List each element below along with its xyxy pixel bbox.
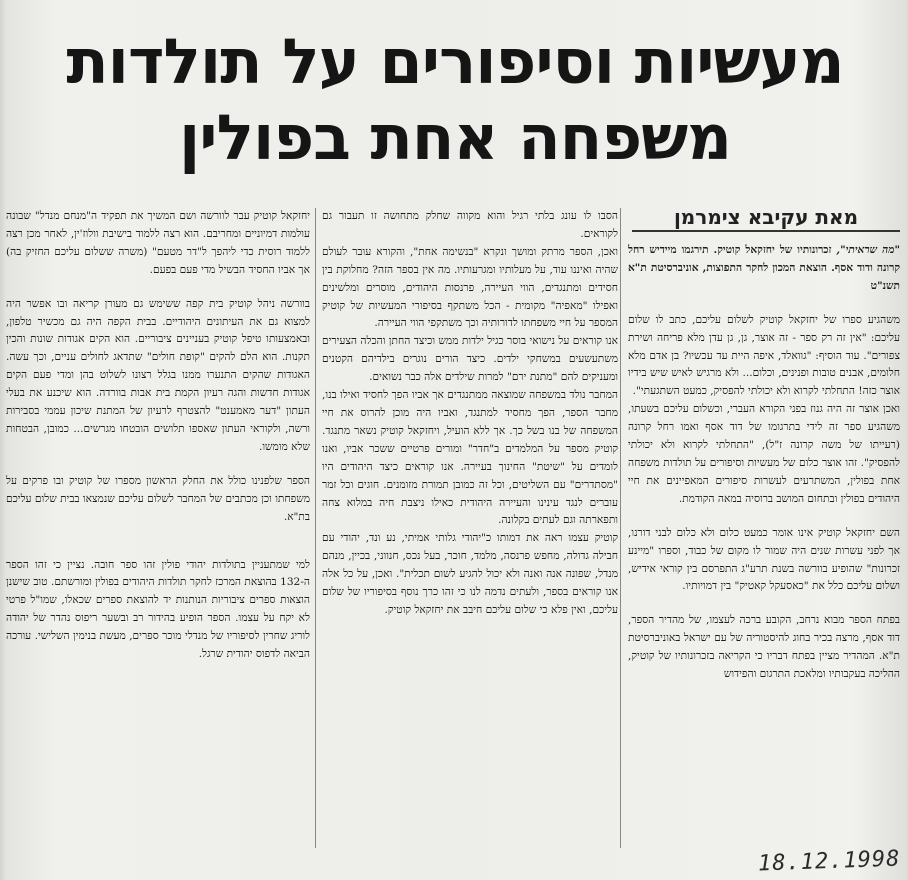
handwritten-date: 18.12.1998	[757, 846, 901, 877]
paragraph: ואכן אוצר זה היה גנוז בפני הקורא העברי, וכשלום עליכם בשעתו, משהגיע ספר זה לידי בתרגומו של דוד אסף ואמו רחל קרונה (רעייתו של משה קרונה ז"ל), "התחלתי לקרוא ולא יכולתי להפסיק". זהו אוצר כלום של מעשיות וסיפורים על תולדות משפחה אחת בפולין, המשתרעים לעשרות סיפורים המאפיינים את חיי היהודים בפולין ובתחום המושב ברוסיה במאה הקודמת.	[628, 403, 900, 505]
paragraph: בוורשה ניהל קוטיק בית קפה ששימש גם מעורן קריאה ובו אפשר היה למצוא גם את העיתונים היהודיים. בבית הקפה היה גם מכשיר טלפון, ובאמצעותו טיפל קוטיק בעניינים ציבוריים. הוא הקים אגודות שונות והכין תקנות. הוא הלם להקים "קופת חולים" שתדאג לחולים עניים, וכך עשה. האגודות שהקים התנערו ממנו בגלל רצונו לשלוט בהן ומדי פעם הקים אגודות חדשות והגה רעיון הקמת בית אבות בוורדה. הוא שיכנע את בעלי העתון "דער מאמענט" להצטרף לרעיון של המתנת שיכון עממי בסבירות ורשה, ולקוראי העתון שאספו תלושים הובטחו מגרשים... כמובן, הבטחות שלא מומשו.	[6, 297, 310, 453]
column-divider	[315, 208, 316, 848]
paragraph	[628, 242, 900, 296]
book-details: זכרונותיו של יחזקאל קוטיק. תירגמו מיידיש רחל קרונה ודוד אסף. הוצאת המכון לחקר התפוצות, אוניברסיטת ת"א תשנ"ט	[628, 244, 900, 292]
byline: מאת עקיבא צימרמן	[632, 204, 900, 232]
paragraph: הספר שלפנינו כולל את החלק הראשון מספרו של קוטיק ובו פרקים על משפחתו וכן מכתבים של המחבר לשלום עליכם שנמצאו בבית שלום עליכם בת"א.	[6, 474, 310, 523]
paragraph: יחזקאל קוטיק עבר לוורשה ושם המשיך את תפקיד ה"מנחם מנדל" שבונה עולמות דמיוניים ומחריבם. הוא רצה ללמוד בישיבת וולוז'ין, לאחר מכן רצה ללמוד רוסית כדי ליהפך ל"דר מטעם" (משרה ששלום עליכם החזיק בה) אך אביו החסיד הבשיל מדי פעם בפעם.	[6, 210, 310, 276]
headline-line-2: משפחה אחת בפולין	[178, 101, 732, 174]
paragraph: אנו קוראים על נישואי בוסר כגיל ילדות ממש וכיצד החתן והכלה הצעירים משתעשעים במשחקי ילדים. כיצד הורים נוגרים בילדיהם הקטנים ומעניקים להם "מתנת ירם" למרות שילדים אלה כבר נשואים.	[322, 335, 618, 384]
column-divider	[620, 208, 621, 848]
article-column-middle	[322, 208, 618, 848]
paragraph: קוטיק עצמו ראה את דמותו כ"יהודי גלותי אמיתי, נע ונד, יהודי עם חבילה גדולה, מחפש פרנסה, מלמד, חוכר, בעל נכס, חנווני, בכיין, מנהם מנדל, שפונה אנה ואנה ולא יכול להגיע לשום תכלית". ואכן, על כל אלה אנו קוראים בספר, ולעתים נדמה לנו כי זהו כרך נוסף בסיפוריו של שלום עליכם, ואין פלא כי שלום עליכם חיבב את יחזקאל קוטיק.	[322, 532, 618, 616]
article-column-right	[628, 242, 900, 842]
paragraph: הסבו לו עונג בלתי רגיל והוא מקווה שחלק מתחושה זו תעבור גם לקוראים.	[322, 210, 618, 240]
paragraph: בפתח הספר מבוא נרחב, הקובע ברכה לעצמו, של מהדיר הספר, דוד אסף, מרצה בכיר בחוג להיסטוריה של עם ישראל באוניברסיטת ת"א. המהדיר מציין בפתח דבריו כי הקריאה בזכרונותיו של קוטיק, ההליכה בעקבותיו ומלאכת התרגום והפידוש	[628, 614, 900, 681]
paragraph: משהגיע ספרו של יחזקאל קוטיק לשלום עליכם, כתב לו שלום עליכם: "אין זה רק ספר - זה אוצר, גן, גן עדן מלא פריחה ושירת צפורים". עוד הוסיף: "גוואלד, איפה היית עד עכשיו? בן אדם מלא חלומים, אבנים טובות ופנינים, וכלום... ולא מרגיש לאיש שיש בידיו אוצר כזה! התחלתי לקרוא ולא יכולתי להפסיק, כמעט השתגעתי".	[628, 313, 900, 398]
paragraph: השם יחזקאל קוטיק אינו אומר כמעט כלום ולא כלום לבני דורנו, אך לפני עשרות שנים היה שמור לו מקום של כבוד, וספרו "מיינע זכרונות" שהופיע בוורשה בשנת תרע"ג התפרסם בין קוראי אידיש, ושלום עליכם כלל את "כאסעקל קאטיק" בין דמויותיו.	[628, 526, 900, 593]
headline-line-1: מעשיות וסיפורים על תולדות	[66, 25, 844, 98]
book-title: "מה שראיתי",	[836, 244, 900, 256]
paragraph: ואכן, הספר מרתק ומושך ונקרא "בנשימה אחת", והקורא עובר לעולם שהיה ואיננו עוד, על מעלותיו ומגרעותיו. מה אין בספר הזה? מחלוקת בין חסידים ומתנגדים, הווי העיירה, פרנסות היהודים, מוסרים ומלשינים ואפילו "מאפיה" מקומית - הכל משתקף בסיפורי המעשיות של קוטיק המספר על חיי משפחתו לדורותיה וכך משתקפי הווי העיירה.	[322, 245, 618, 330]
paragraph: למי שמתעניין בתולדות יהודי פולין זהו ספר חובה. נציין כי זהו הספר ה-132 בהוצאת המרכז לחקר תולדות היהודים בפולין ומורשתם. טוב שישנן הוצאות ספרים ציבוריות הנותנות יד להוצאת ספרים שכאלו, שמו"ל פרטי לא יקח על עצמו. הספר הופיע בהידור רב ובשער ריפוס נהדר של יהודה לוריג שחרין לסיפוריו של מנדלי מוכר ספרים, מעשת בנימין השלישי. עורכה הביאה לדפוס יהודית שרגל.	[6, 558, 310, 661]
paragraph: המחבר נולד במשפחה שמוצאה ממתנגדים אך אביו הפך לחסיד ואילו בנו, מחבר הספר, הפך מחסיד למתנגד, ואביו היה מוכן להרוס את חיי המשפחה של בנו בשל כך. אך ללא הועיל, ויחזקאל קוטיק נשאר מתנגד. קוטיק מספר על המלמדים ב"חדר" ומורים פרטיים ששכר אביו, ואנו לומדים על "שיטת" החינוך בעיירה. אנו קוראים כיצד היהודים היו "מסתדרים" עם השליטים, וכל זה כמובן תמורת מזומנים. חוגים וכל זמר עוברים לנגד עינינו והעיירה היהודית כאילו ניצבת חיה במלוא צחה ותפארתה וגם לעתים בקלונה.	[322, 389, 618, 527]
article-column-left	[6, 208, 310, 848]
headline	[40, 24, 870, 176]
